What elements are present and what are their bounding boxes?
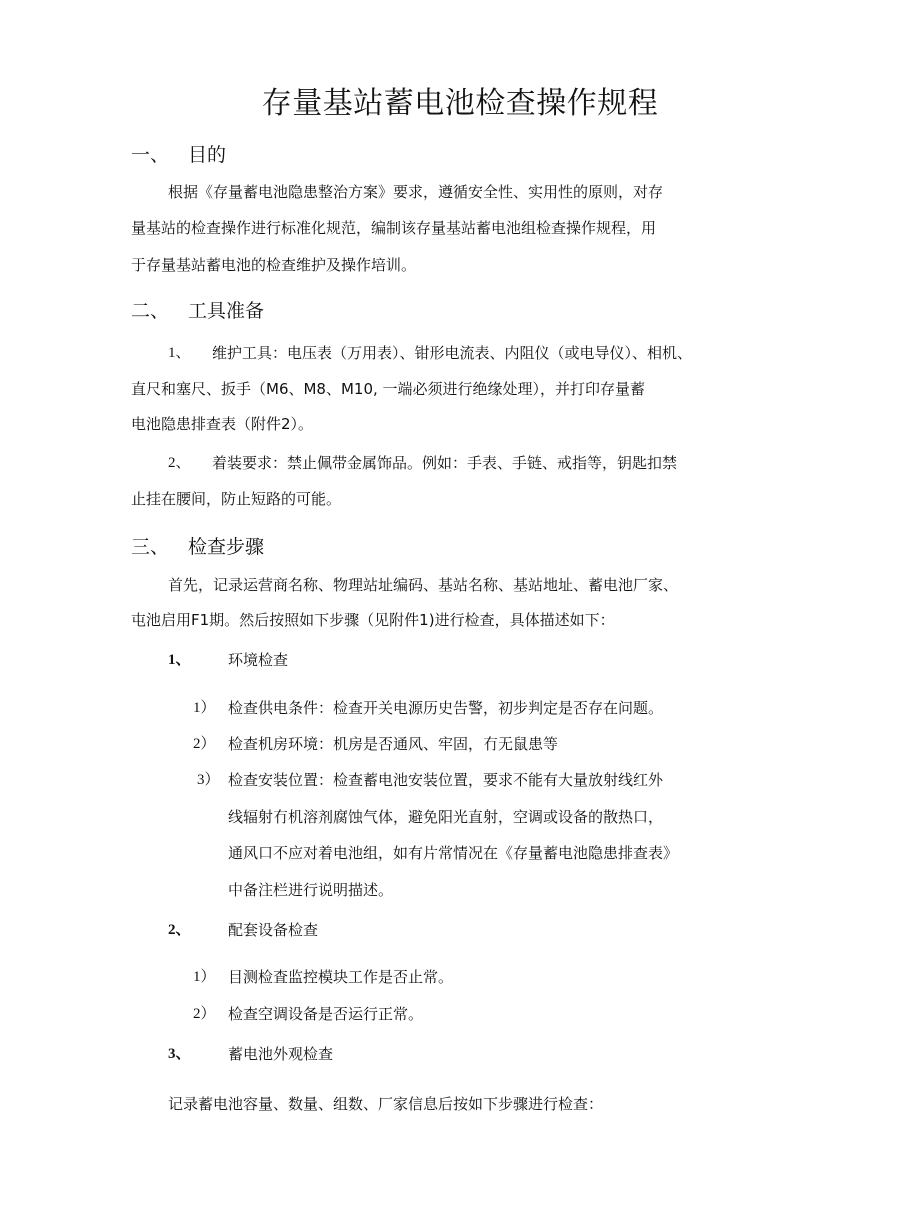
tool-item-1-line-3: 电池隐患排查表（附件2）。 <box>131 415 314 433</box>
equip-item-2-text: 检查空调设备是否运行正常。 <box>228 1005 424 1023</box>
section-2-number: 二、 <box>131 300 170 322</box>
document-title: 存量基站蓄电池检查操作规程 <box>261 86 659 121</box>
env-item-3-cont-3: 中备注栏进行说明描述。 <box>228 881 394 899</box>
env-item-2-number: 2） <box>193 736 216 752</box>
subsection-2-number: 2、 <box>168 922 191 938</box>
section-3-intro-line-1: 首先，记录运营商名称、物理站址编码、基站名称、基站地址、蓄电池厂家、 <box>168 576 679 594</box>
equip-item-2-number: 2） <box>193 1006 216 1022</box>
env-item-3-cont-2: 通风口不应对着电池组，如有片常情况在《存量蓄电池隐患排查表》 <box>228 844 679 862</box>
tool-item-1-number: 1、 <box>168 345 191 361</box>
env-item-1-text: 检查供电条件：检查开关电源历史告警，初步判定是否存在问题。 <box>228 699 664 717</box>
tool-item-1-line-2: 直尺和塞尺、扳手（M6、M8、M10, 一端必须进行绝缘处理），并打印存量蓄 <box>131 380 646 398</box>
equip-item-1-number: 1） <box>193 969 216 985</box>
subsection-2-heading: 配套设备检查 <box>228 921 319 939</box>
section-3-number: 三、 <box>131 536 170 558</box>
section-1-number: 一、 <box>131 144 170 166</box>
tool-item-2-line-1: 着装要求：禁止佩带金属饰品。例如：手表、手链、戒指等，钥匙扣禁 <box>212 454 678 472</box>
section-1-line-3: 于存量基站蓄电池的检查维护及操作培训。 <box>131 256 417 274</box>
subsection-3-heading: 蓄电池外观检查 <box>228 1045 334 1063</box>
section-3-heading: 检查步骤 <box>188 536 265 558</box>
equip-item-1-text: 目测检査监控模块工作是否止常。 <box>228 968 454 986</box>
section-1-line-1: 根据《存量蓄电池隐患整治方案》要求，遵循安全性、实用性的原则，对存 <box>168 183 664 201</box>
section-1-heading: 目的 <box>188 144 227 166</box>
subsection-3-number: 3、 <box>168 1046 191 1062</box>
tool-item-2-line-2: 止挂在腰间，防止短路的可能。 <box>131 490 342 508</box>
env-item-2-text: 检查机房环境：机房是否通风、牢固，冇无鼠患等 <box>228 735 559 753</box>
tool-item-1-line-1: 维护工具：电压表（万用表）、钳形电流表、内阻仪（或电导仪）、相机、 <box>212 344 693 362</box>
env-item-1-number: 1） <box>193 700 216 716</box>
tool-item-2-number: 2、 <box>168 455 191 471</box>
subsection-1-heading: 环境检查 <box>228 651 289 669</box>
env-item-3-cont-1: 线辐射冇机溶剂腐蚀气体，避免阳光直射，空调或设备的散热口， <box>228 808 664 826</box>
section-1-line-2: 量基站的检查操作进行标准化规范，编制该存量基站蓄电池组检查操作规程，用 <box>131 219 657 237</box>
env-item-3-text: 检查安装位置：检查蓄电池安装位置，要求不能有大量放射线红外 <box>228 771 664 789</box>
subsection-1-number: 1、 <box>168 652 191 668</box>
section-2-heading: 工具准备 <box>188 300 265 322</box>
subsection-3-after-text: 记录蓄电池容量、数量、组数、厂家信息后按如下步骤进行检查： <box>168 1095 604 1113</box>
section-3-intro-line-2: 屯池启用F1期。然后按照如下步骤（见附件1)进行检查，具体描述如下： <box>131 611 615 629</box>
env-item-3-number: 3） <box>197 772 220 788</box>
